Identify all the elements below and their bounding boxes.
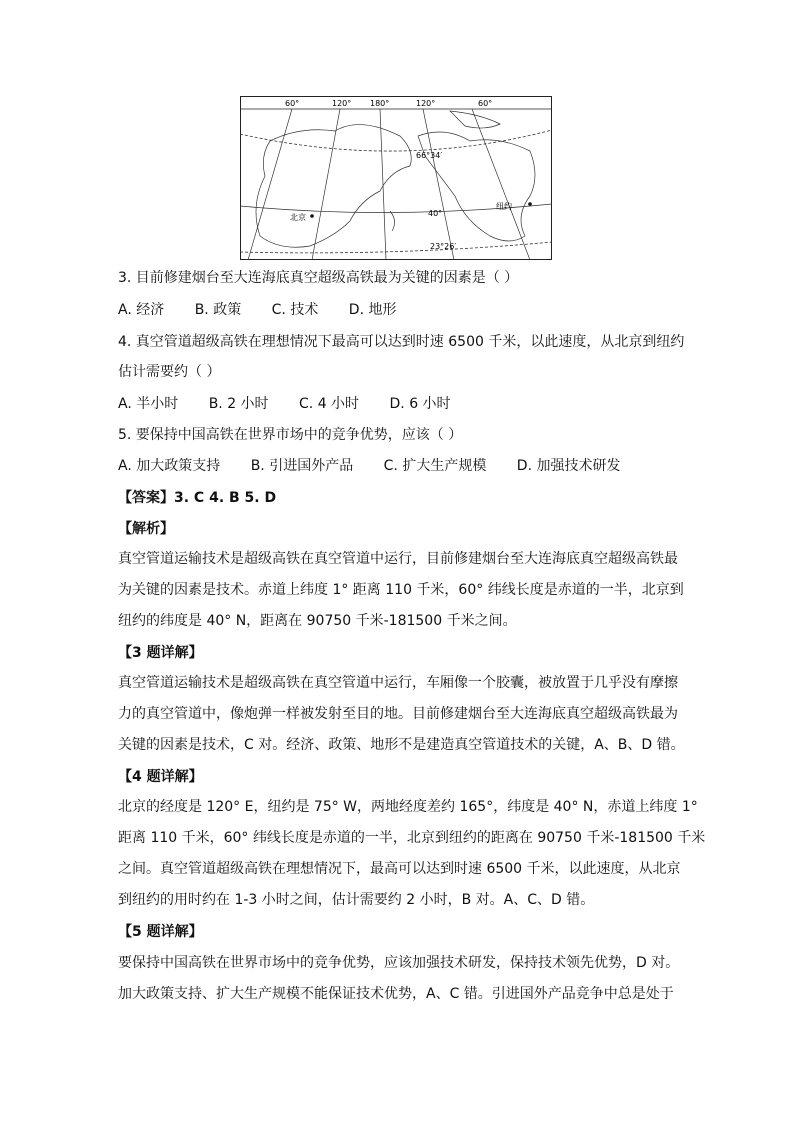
- q5-option-c: C. 扩大生产规模: [383, 458, 487, 474]
- q4-option-c: C. 4 小时: [299, 396, 360, 412]
- q3-stem: 3. 目前修建烟台至大连海底真空超级高铁最为关键的因素是（ ）: [118, 270, 519, 286]
- newyork-dot: [528, 202, 532, 206]
- q4-option-d: D. 6 小时: [389, 396, 451, 412]
- q4-stem-line1: 4. 真空管道超级高铁在理想情况下最高可以达到时速 6500 千米，以此速度，从北京到纽约: [118, 334, 685, 350]
- answer-line: 【答案】3. C 4. B 5. D: [118, 490, 277, 506]
- beijing-dot: [310, 214, 314, 218]
- analysis-line-2: 为关键的因素是技术。赤道上纬度 1° 距离 110 千米，60° 纬线长度是赤道的一半，北京到: [118, 582, 684, 598]
- q3-detail-line-1: 真空管道运输技术是超级高铁在真空管道中运行，车厢像一个胶囊，被放置于几乎没有摩擦: [118, 675, 678, 691]
- q5-detail-heading: 【5 题详解】: [118, 924, 203, 940]
- q3-detail-line-2: 力的真空管道中，像炮弹一样被发射至目的地。目前修建烟台至大连海底真空超级高铁最为: [118, 706, 678, 722]
- q5-detail-line-2: 加大政策支持、扩大生产规模不能保证技术优势，A、C 错。引进国外产品竞争中总是处于: [118, 986, 674, 1002]
- map-label-beijing: 北京: [290, 213, 306, 222]
- map-label-lon-2: 120°: [332, 99, 352, 108]
- q5-option-a: A. 加大政策支持: [118, 458, 221, 474]
- q3-option-c: C. 技术: [271, 302, 319, 318]
- q4-option-a: A. 半小时: [118, 396, 179, 412]
- map-border: [241, 97, 552, 260]
- map-label-lon-3: 180°: [370, 99, 390, 108]
- q4-option-b: B. 2 小时: [208, 396, 269, 412]
- q5-option-b: B. 引进国外产品: [250, 458, 354, 474]
- map-label-lon-1: 60°: [285, 99, 300, 108]
- q4-options: [118, 394, 477, 414]
- q5-stem: 5. 要保持中国高铁在世界市场中的竞争优势，应该（ ）: [118, 427, 463, 443]
- q4-detail-line-2: 距离 110 千米，60° 纬线长度是赤道的一半，北京到纽约的距离在 90750 千米-181500 千米: [118, 830, 706, 846]
- q3-option-a: A. 经济: [118, 302, 165, 318]
- q3-option-b: B. 政策: [194, 302, 242, 318]
- q5-options: [118, 456, 646, 476]
- q3-detail-line-3: 关键的因素是技术，C 对。经济、政策、地形不是建造真空管道技术的关键，A、B、D 错。: [118, 737, 685, 753]
- q4-stem-line2: 估计需要约（ ）: [118, 364, 221, 380]
- map-figure: [240, 96, 552, 260]
- q3-options: [118, 300, 422, 320]
- analysis-line-1: 真空管道运输技术是超级高铁在真空管道中运行，目前修建烟台至大连海底真空超级高铁最: [118, 551, 678, 567]
- q3-detail-heading: 【3 题详解】: [118, 645, 203, 661]
- q4-detail-line-4: 到纽约的用时约在 1-3 小时之间，估计需要约 2 小时，B 对。A、C、D 错。: [118, 892, 595, 908]
- q4-detail-line-1: 北京的经度是 120° E，纽约是 75° W，两地经度差约 165°，纬度是 40° N，赤道上纬度 1°: [118, 799, 698, 815]
- q4-detail-heading: 【4 题详解】: [118, 769, 203, 785]
- analysis-line-3: 纽约的纬度是 40° N，距离在 90750 千米-181500 千米之间。: [118, 613, 517, 629]
- map-label-lat-40: 40°: [428, 209, 443, 218]
- map-label-arctic-circle: 66°34′: [416, 151, 443, 160]
- map-label-lon-4: 120°: [416, 99, 436, 108]
- q3-option-d: D. 地形: [348, 302, 397, 318]
- q4-detail-line-3: 之间。真空管道超级高铁在理想情况下，最高可以达到时速 6500 千米，以此速度，从北京: [118, 861, 681, 877]
- map-label-tropic: 23°26′: [430, 242, 457, 251]
- analysis-heading: 【解析】: [118, 521, 174, 537]
- q5-option-d: D. 加强技术研发: [516, 458, 621, 474]
- polar-map-svg: [240, 96, 552, 260]
- q5-detail-line-1: 要保持中国高铁在世界市场中的竞争优势，应该加强技术研发，保持技术领先优势，D 对。: [118, 955, 680, 971]
- map-label-lon-5: 60°: [478, 99, 493, 108]
- map-label-newyork: 纽约: [496, 202, 512, 211]
